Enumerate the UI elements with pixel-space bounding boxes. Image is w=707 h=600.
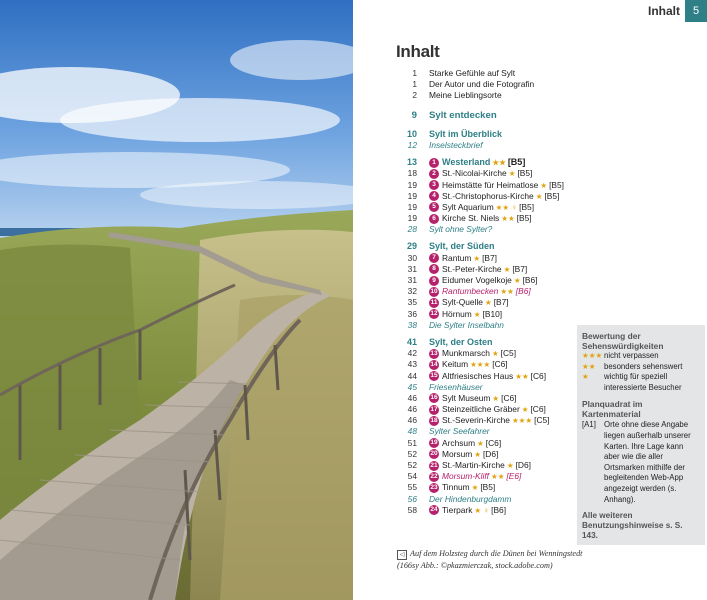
rating-stars: ★★ xyxy=(500,287,514,297)
toc-entry[interactable] xyxy=(397,471,577,482)
table-of-contents xyxy=(397,68,577,516)
sight-number-badge: 8 xyxy=(429,264,439,274)
map-grid-ref: [B7] xyxy=(493,297,509,308)
map-grid-ref: [B5] xyxy=(516,213,532,224)
toc-entry[interactable] xyxy=(397,297,577,308)
sight-number-badge: 18 xyxy=(430,416,438,424)
toc-entry-title: St.-Severin-Kirche xyxy=(442,415,510,426)
map-grid-ref: [D6] xyxy=(482,448,499,459)
toc-entry[interactable] xyxy=(397,359,577,370)
sight-number-badge: 22 xyxy=(430,472,438,480)
toc-entry-title: Sylt, der Osten xyxy=(429,336,493,347)
toc-entry-title: Eidumer Vogelkoje xyxy=(442,275,512,285)
cover-photo xyxy=(0,0,353,600)
sight-number-badge: 5 xyxy=(429,202,439,212)
toc-page-number: 52 xyxy=(407,460,417,470)
rating-stars: ★ xyxy=(535,191,543,201)
toc-entry[interactable] xyxy=(397,180,577,191)
toc-page-number: 1 xyxy=(412,68,417,78)
rating-stars: ★ xyxy=(491,349,499,359)
toc-entry-title: Sylt im Überblick xyxy=(429,128,503,139)
toc-entry-title: Archsum xyxy=(442,437,476,448)
toc-entry-title: Morsum xyxy=(442,448,473,459)
legend-box xyxy=(577,325,705,545)
toc-entry-title: Inselsteckbrief xyxy=(429,139,483,150)
toc-entry-title: Steinzeitliche Gräber xyxy=(442,404,520,415)
toc-entry[interactable] xyxy=(397,253,577,264)
page-number: 5 xyxy=(685,0,707,22)
map-grid-ref: [E6] xyxy=(506,471,522,482)
toc-entry[interactable] xyxy=(397,449,577,460)
legend-rating-row xyxy=(582,372,700,393)
toc-entry-title: Kirche St. Niels xyxy=(442,213,500,224)
rating-stars: ★★ xyxy=(582,361,596,371)
toc-entry-title: Meine Lieblingsorte xyxy=(429,90,502,101)
toc-page-number: 32 xyxy=(407,286,417,297)
toc-entry[interactable] xyxy=(397,157,577,168)
toc-entry[interactable] xyxy=(397,286,577,297)
toc-page-number: 9 xyxy=(411,109,417,121)
rating-stars: ★ xyxy=(474,449,481,459)
toc-page-number: 58 xyxy=(407,504,417,515)
toc-entry[interactable] xyxy=(397,309,577,320)
rating-stars: ★ xyxy=(582,372,589,382)
sight-number-badge: 6 xyxy=(429,214,439,224)
toc-page-number: 35 xyxy=(407,297,417,308)
sight-number-badge: 16 xyxy=(430,394,438,402)
toc-page-number: 18 xyxy=(407,168,417,179)
toc-page-number: 13 xyxy=(406,157,417,168)
rating-stars: ★★ xyxy=(515,371,529,381)
toc-page-number: 51 xyxy=(407,437,417,448)
legend-rating-row xyxy=(582,351,700,362)
toc-page-number: 19 xyxy=(407,213,417,224)
sight-number-badge: 10 xyxy=(430,287,438,295)
toc-page-number: 1 xyxy=(412,79,417,90)
map-grid-ref: [B5] xyxy=(519,201,535,212)
legend-footnote: Alle weiteren Benutzungshinweise s. S. 143. xyxy=(582,511,683,541)
toc-page-number: 54 xyxy=(407,471,417,482)
toc-entry[interactable] xyxy=(397,415,577,426)
toc-page-number: 19 xyxy=(407,179,417,190)
map-grid-ref: [C6] xyxy=(530,370,547,381)
toc-entry-title: Munkmarsch xyxy=(442,348,490,359)
toc-page-number: 44 xyxy=(407,370,417,381)
rating-stars: ★★ xyxy=(501,214,515,224)
toc-entry[interactable] xyxy=(397,168,577,179)
toc-entry-title: Altfriesisches Haus xyxy=(442,370,514,381)
rating-stars: ★ xyxy=(471,483,479,493)
toc-page-number: 29 xyxy=(406,241,417,252)
boardwalk-photo xyxy=(0,0,353,600)
map-grid-ref: [C5] xyxy=(500,348,517,359)
map-grid-ref: [C6] xyxy=(501,392,517,403)
arrow-left-icon: ◁ xyxy=(397,550,407,560)
toc-entry-title: Heimstätte für Heimatlose xyxy=(442,179,539,190)
toc-page-number: 36 xyxy=(407,308,417,319)
sight-number-badge: 12 xyxy=(430,310,438,318)
toc-entry-title: Sylt, der Süden xyxy=(429,241,495,252)
rating-label: besonders sehenswert xyxy=(604,361,683,371)
toc-entry-title: Sylt Museum xyxy=(442,392,491,403)
sight-number-badge: 14 xyxy=(430,360,438,368)
sight-number-badge: 1 xyxy=(429,158,439,168)
toc-section-major[interactable] xyxy=(397,110,577,121)
legend-rating-row xyxy=(582,362,700,373)
toc-entry[interactable] xyxy=(397,426,577,437)
map-grid-ref: [B6] xyxy=(515,286,531,297)
toc-page-number: 52 xyxy=(407,448,417,459)
photo-caption xyxy=(397,548,597,571)
sight-number-badge: 24 xyxy=(430,506,438,514)
map-grid-ref: [C6] xyxy=(530,404,546,415)
rating-stars: ★ xyxy=(513,276,521,285)
rating-stars: ★★★ xyxy=(470,360,491,370)
rating-stars: ★★ xyxy=(491,472,505,482)
map-grid-ref: [B5] xyxy=(507,157,526,168)
running-title: Inhalt xyxy=(648,4,680,18)
sight-number-badge: 4 xyxy=(429,191,439,201)
toc-entry-title: Westerland xyxy=(442,157,491,168)
sight-number-badge: 23 xyxy=(430,483,438,491)
map-grid-ref: [C6] xyxy=(485,437,502,448)
rating-stars: ★ xyxy=(477,438,484,448)
toc-entry[interactable] xyxy=(397,482,577,493)
rating-stars: ★ xyxy=(521,405,529,415)
toc-page-number: 43 xyxy=(407,359,417,370)
map-grid-ref: [B7] xyxy=(482,252,497,263)
sight-number-badge: 15 xyxy=(430,372,438,380)
child-friendly-icon: ♀ xyxy=(511,202,518,212)
sight-number-badge: 19 xyxy=(430,439,438,447)
toc-heading: Inhalt xyxy=(396,42,440,61)
toc-page-number: 41 xyxy=(406,336,417,347)
sight-number-badge: 11 xyxy=(430,298,438,306)
toc-page-number: 19 xyxy=(407,201,417,212)
toc-page-number: 46 xyxy=(407,415,417,426)
rating-stars: ★★ xyxy=(492,158,506,168)
toc-entry[interactable] xyxy=(397,320,577,331)
map-grid-ref: [B7] xyxy=(512,263,528,274)
sight-number-badge: 17 xyxy=(430,405,438,413)
toc-page-number: 12 xyxy=(407,139,417,150)
toc-entry-title: Tinnum xyxy=(442,482,470,493)
map-grid-ref: [B5] xyxy=(544,190,560,201)
toc-entry[interactable] xyxy=(397,404,577,415)
toc-entry-title: Rantumbecken xyxy=(442,286,499,297)
toc-entry-title: St.-Peter-Kirche xyxy=(442,263,502,274)
rating-stars: ★ xyxy=(508,169,516,179)
map-grid-ref: [B5] xyxy=(517,168,533,179)
rating-label: nicht verpassen xyxy=(604,351,659,360)
map-grid-ref: [B5] xyxy=(549,179,564,190)
toc-entry-title: Friesenhäuser xyxy=(429,381,483,392)
rating-stars: ★ xyxy=(503,264,511,274)
toc-entry[interactable] xyxy=(397,494,577,505)
legend-grid-heading: Planquadrat im Kartenmaterial xyxy=(582,399,643,420)
map-grid-ref: [B10] xyxy=(482,308,503,319)
toc-entry-title: Sylt Aquarium xyxy=(442,201,494,212)
toc-entry-title: Tierpark xyxy=(442,504,473,515)
toc-page-number: 28 xyxy=(407,224,417,235)
toc-entry-title: Der Autor und die Fotografin xyxy=(429,79,535,90)
sight-number-badge: 7 xyxy=(429,253,439,263)
toc-entry-title: Keitum xyxy=(442,359,469,370)
sight-number-badge: 21 xyxy=(430,461,438,469)
sight-number-badge: 2 xyxy=(429,169,439,179)
rating-stars: ★★★ xyxy=(511,416,533,426)
toc-entry[interactable] xyxy=(397,202,577,213)
toc-page-number: 38 xyxy=(407,319,417,330)
toc-entry[interactable] xyxy=(397,140,577,151)
rating-label: wichtig für speziell interessierte Besucher xyxy=(604,372,682,392)
legend-rating-heading: Bewertung der Sehenswürdigkeiten xyxy=(582,331,664,351)
toc-entry[interactable] xyxy=(397,68,577,79)
map-grid-ref: [C6] xyxy=(492,359,508,370)
toc-entry[interactable] xyxy=(397,505,577,516)
toc-page-number: 48 xyxy=(407,426,417,437)
toc-entry-title: St.-Christophorus-Kirche xyxy=(442,190,534,201)
toc-entry[interactable] xyxy=(397,348,577,359)
toc-entry[interactable] xyxy=(397,264,577,275)
page-header xyxy=(643,0,707,22)
child-friendly-icon: ♀ xyxy=(483,505,490,515)
legend-grid-key: [A1] xyxy=(582,420,596,430)
toc-page-number: 46 xyxy=(407,392,417,403)
rating-stars: ★ xyxy=(506,461,514,470)
toc-entry[interactable] xyxy=(397,371,577,382)
toc-entry[interactable] xyxy=(397,213,577,224)
rating-stars: ★ xyxy=(474,505,482,515)
toc-entry-title: Hörnum xyxy=(442,308,472,319)
toc-entry[interactable] xyxy=(397,337,577,348)
toc-page-number: 19 xyxy=(407,190,417,201)
toc-entry-title: Sylt entdecken xyxy=(429,109,497,121)
toc-page-number: 55 xyxy=(407,482,417,493)
toc-entry-title: Sylter Seefahrer xyxy=(429,426,490,437)
map-grid-ref: [D6] xyxy=(515,460,531,470)
toc-entry[interactable] xyxy=(397,438,577,449)
toc-entry-title: St.-Martin-Kirche xyxy=(442,460,505,470)
map-grid-ref: [B6] xyxy=(491,504,507,515)
toc-entry-title: Morsum-Kliff xyxy=(442,471,489,482)
toc-entry[interactable] xyxy=(397,90,577,101)
toc-page-number: 10 xyxy=(406,128,417,139)
toc-entry-title: Die Sylter Inselbahn xyxy=(429,319,504,330)
rating-stars: ★ xyxy=(484,298,492,308)
toc-page-number: 45 xyxy=(407,381,417,392)
sight-number-badge: 9 xyxy=(429,276,439,286)
rating-stars: ★ xyxy=(473,253,481,263)
map-grid-ref: [C5] xyxy=(534,415,550,426)
toc-entry-title: Sylt-Quelle xyxy=(442,297,483,308)
toc-entry-title: Starke Gefühle auf Sylt xyxy=(429,68,516,78)
toc-page-number: 30 xyxy=(407,252,417,263)
toc-page-number: 2 xyxy=(412,90,417,101)
toc-entry[interactable] xyxy=(397,241,577,252)
toc-entry[interactable] xyxy=(397,382,577,393)
rating-stars: ★ xyxy=(492,393,500,403)
toc-entry[interactable] xyxy=(397,79,577,90)
sight-number-badge: 3 xyxy=(429,180,439,190)
legend-grid-text: Orte ohne diese Angabe liegen außerhalb unserer Karten. Ihre Lage kann aber wie die aller Ortsmarken mithilfe der begleitenden Web-App angezeigt werden (s. Anhang). xyxy=(604,420,691,504)
toc-entry[interactable] xyxy=(397,224,577,235)
sight-number-badge: 13 xyxy=(430,349,438,357)
rating-stars: ★★ xyxy=(495,202,510,212)
toc-page-number: 42 xyxy=(407,348,417,359)
toc-entry-title: St.-Nicolai-Kirche xyxy=(442,168,507,179)
toc-entry[interactable] xyxy=(397,191,577,202)
toc-page-number: 31 xyxy=(407,263,417,274)
toc-entry-title: Der Hindenburgdamm xyxy=(429,493,512,504)
toc-entry[interactable] xyxy=(397,393,577,404)
toc-page-number: 31 xyxy=(407,275,417,285)
toc-entry[interactable] xyxy=(397,129,577,140)
toc-entry[interactable] xyxy=(397,275,577,286)
rating-stars: ★★★ xyxy=(582,351,603,360)
map-grid-ref: [B5] xyxy=(480,482,496,493)
toc-page-number: 56 xyxy=(407,493,417,504)
toc-page-number: 46 xyxy=(407,404,417,415)
toc-entry-title: Sylt ohne Sylter? xyxy=(429,224,493,235)
map-grid-ref: [B6] xyxy=(522,275,538,285)
caption-text: Auf dem Holzsteg durch die Dünen bei Wenningstedt (166sy Abb.: ©pkazmierczak, stock.adobe.com) xyxy=(397,549,583,570)
toc-entry[interactable] xyxy=(397,460,577,471)
rating-stars: ★ xyxy=(473,309,481,319)
toc-entry-title: Rantum xyxy=(442,252,472,263)
rating-stars: ★ xyxy=(540,180,548,190)
sight-number-badge: 20 xyxy=(430,450,438,458)
